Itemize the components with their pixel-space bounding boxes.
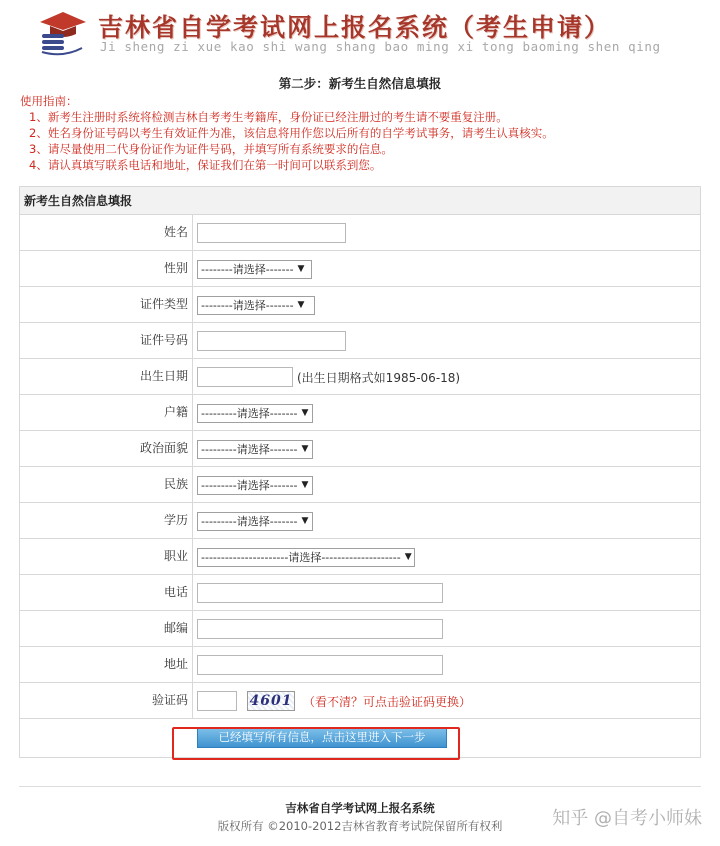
education-label: 学历 bbox=[20, 503, 193, 538]
political-select-value: ---------请选择------- bbox=[201, 443, 298, 456]
highlight-outline bbox=[172, 727, 460, 760]
captcha-image[interactable]: 4601 bbox=[247, 691, 295, 711]
footer-copyright: 版权所有 ©2010-2012吉林省教育考试院保留所有权利 bbox=[217, 819, 503, 833]
ethnicity-label: 民族 bbox=[20, 467, 193, 502]
form-row-birthdate bbox=[20, 359, 700, 395]
name-label: 姓名 bbox=[20, 215, 193, 250]
education-select[interactable] bbox=[197, 512, 313, 531]
postcode-input[interactable] bbox=[197, 619, 443, 639]
birthdate-format-hint: (出生日期格式如1985-06-18) bbox=[297, 370, 461, 385]
form-row-id-type bbox=[20, 287, 700, 323]
captcha-input[interactable] bbox=[197, 691, 237, 711]
birthdate-label: 出生日期 bbox=[20, 359, 193, 394]
form-row-captcha bbox=[20, 683, 700, 719]
id-type-select[interactable] bbox=[197, 296, 315, 315]
id-number-label: 证件号码 bbox=[20, 323, 193, 358]
form-row-postcode bbox=[20, 611, 700, 647]
guide-item: 3、请尽量使用二代身份证作为证件号码，并填写所有系统要求的信息。 bbox=[29, 142, 393, 156]
form-row-phone bbox=[20, 575, 700, 611]
dropdown-arrow-icon: ▼ bbox=[404, 552, 412, 562]
gender-select[interactable] bbox=[197, 260, 312, 279]
education-select-value: ---------请选择------- bbox=[201, 515, 298, 528]
site-title: 吉林省自学考试网上报名系统（考生申请） bbox=[98, 13, 612, 42]
name-input[interactable] bbox=[197, 223, 346, 243]
form-heading: 新考生自然信息填报 bbox=[20, 187, 700, 215]
guide-item: 4、请认真填写联系电话和地址，保证我们在第一时间可以联系到您。 bbox=[29, 158, 382, 172]
household-label: 户籍 bbox=[20, 395, 193, 430]
dropdown-arrow-icon: ▼ bbox=[301, 480, 309, 490]
footer-site-name: 吉林省自学考试网上报名系统 bbox=[285, 801, 435, 815]
guide-item: 1、新考生注册时系统将检测吉林自考考生考籍库，身份证已经注册过的考生请不要重复注册。 bbox=[29, 110, 508, 124]
captcha-refresh-hint: （看不清？可点击验证码更换） bbox=[303, 694, 472, 709]
zhihu-watermark: 知乎 @自考小师妹 bbox=[552, 808, 702, 829]
form-row-gender bbox=[20, 251, 700, 287]
address-input[interactable] bbox=[197, 655, 443, 675]
phone-input[interactable] bbox=[197, 583, 443, 603]
form-row-id-number bbox=[20, 323, 700, 359]
form-row-name bbox=[20, 215, 700, 251]
dropdown-arrow-icon: ▼ bbox=[297, 300, 305, 310]
guide-item: 2、姓名身份证号码以考生有效证件为准，该信息将用作您以后所有的自学考试事务，请考生认真核实。 bbox=[29, 126, 554, 140]
next-step-button[interactable]: 已经填写所有信息，点击这里进入下一步 bbox=[197, 727, 447, 748]
dropdown-arrow-icon: ▼ bbox=[301, 516, 309, 526]
form-row-political bbox=[20, 431, 700, 467]
ethnicity-select[interactable] bbox=[197, 476, 313, 495]
usage-guide bbox=[20, 93, 710, 173]
household-select-value: ---------请选择------- bbox=[201, 407, 298, 420]
site-title-pinyin: Ji sheng zi xue kao shi wang shang bao ming xi tong baoming shen qing bbox=[100, 39, 661, 54]
footer-divider bbox=[19, 786, 701, 787]
id-number-input[interactable] bbox=[197, 331, 346, 351]
form-row-household bbox=[20, 395, 700, 431]
birthdate-input[interactable] bbox=[197, 367, 293, 387]
occupation-label: 职业 bbox=[20, 539, 193, 574]
gender-select-value: --------请选择------- bbox=[201, 263, 294, 276]
captcha-label: 验证码 bbox=[20, 683, 193, 718]
site-header bbox=[0, 0, 720, 66]
form-row-ethnicity bbox=[20, 467, 700, 503]
dropdown-arrow-icon: ▼ bbox=[301, 408, 309, 418]
registration-form bbox=[19, 186, 701, 758]
political-select[interactable] bbox=[197, 440, 313, 459]
address-label: 地址 bbox=[20, 647, 193, 682]
id-type-select-value: --------请选择------- bbox=[201, 299, 294, 312]
form-row-address bbox=[20, 647, 700, 683]
dropdown-arrow-icon: ▼ bbox=[297, 264, 305, 274]
form-row-occupation bbox=[20, 539, 700, 575]
occupation-select[interactable] bbox=[197, 548, 415, 567]
step-title: 第二步：新考生自然信息填报 bbox=[278, 76, 442, 91]
political-label: 政治面貌 bbox=[20, 431, 193, 466]
occupation-select-value: ----------------------请选择-------------------- bbox=[201, 551, 401, 564]
gender-label: 性别 bbox=[20, 251, 193, 286]
form-row-education bbox=[20, 503, 700, 539]
guide-heading: 使用指南： bbox=[20, 94, 78, 108]
ethnicity-select-value: ---------请选择------- bbox=[201, 479, 298, 492]
logo-icon bbox=[36, 8, 90, 56]
phone-label: 电话 bbox=[20, 575, 193, 610]
id-type-label: 证件类型 bbox=[20, 287, 193, 322]
household-select[interactable] bbox=[197, 404, 313, 423]
postcode-label: 邮编 bbox=[20, 611, 193, 646]
dropdown-arrow-icon: ▼ bbox=[301, 444, 309, 454]
